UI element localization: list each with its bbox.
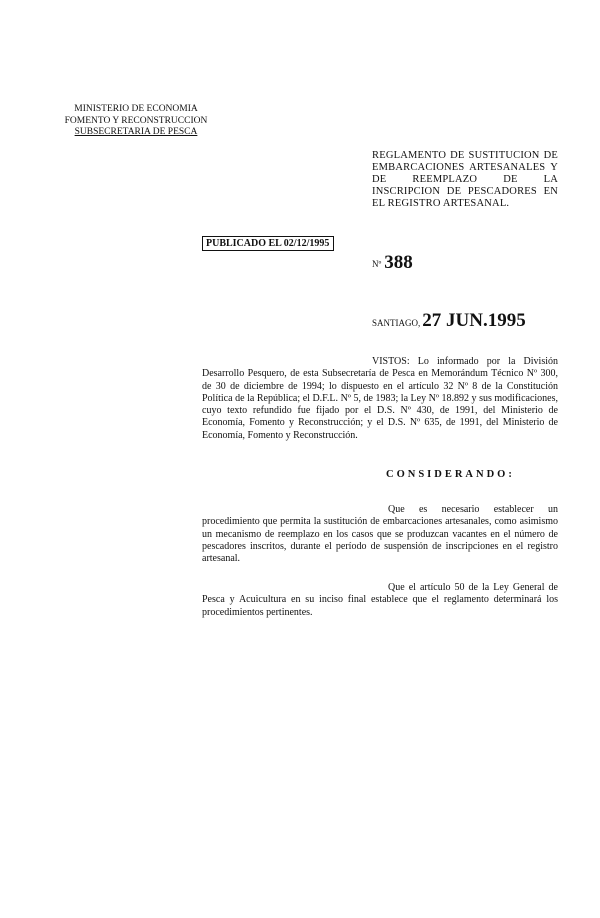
ministry-line-1: MINISTERIO DE ECONOMIA — [74, 104, 198, 114]
decree-number-label: Nº — [372, 259, 382, 269]
decree-date: 27 JUN.1995 — [422, 310, 526, 331]
vistos-text: VISTOS: Lo informado por la División Desarrollo Pesquero, de esta Subsecretaría de Pesca en Memorándum Técnico Nº 300, de 30 de diciembre de 1994; lo dispuesto en el artículo 32 Nº 8 de la Constitución Política de la República; el D.F.L. Nº 5, de 1983; la Ley Nº 18.892 y sus modificaciones, cuyo texto refundido fue fijado por el D.S. Nº 430, de 1991, del Ministerio de Economía, Fomento y Reconstrucción; y el D.S. Nº 635, de 1991, del Ministerio de Economía, Fomento y Reconstrucción. — [202, 356, 558, 441]
ministry-line-2: FOMENTO Y RECONSTRUCCION — [64, 115, 208, 126]
considerando-paragraph-2 — [202, 582, 558, 619]
decree-dateline — [372, 310, 526, 332]
considerando-paragraph-1 — [202, 504, 558, 565]
ministry-header — [56, 104, 216, 139]
publication-stamp: PUBLICADO EL 02/12/1995 — [202, 236, 334, 251]
ministry-line-3: SUBSECRETARIA DE PESCA — [74, 127, 198, 137]
decree-number — [372, 252, 413, 274]
decree-number-value: 388 — [384, 252, 413, 273]
considerando-heading: CONSIDERANDO: — [386, 469, 515, 480]
vistos-paragraph — [202, 356, 558, 442]
document-title: REGLAMENTO DE SUSTITUCION DE EMBARCACIONES ARTESANALES Y DE REEMPLAZO DE LA INSCRIPCION DE PESCADORES EN EL REGISTRO ARTESANAL. — [372, 150, 558, 209]
considerando-2-text: Que el artículo 50 de la Ley General de Pesca y Acuicultura en su inciso final establece que el reglamento determinará los procedimientos pertinentes. — [202, 582, 558, 618]
considerando-1-text: Que es necesario establecer un procedimiento que permita la sustitución de embarcaciones artesanales, como asimismo un mecanismo de reemplazo en los casos que se produzcan vacantes en el número de pescadores inscritos, durante el período de suspensión de inscripciones en el registro artesanal. — [202, 504, 558, 565]
place-label: SANTIAGO, — [372, 318, 421, 328]
